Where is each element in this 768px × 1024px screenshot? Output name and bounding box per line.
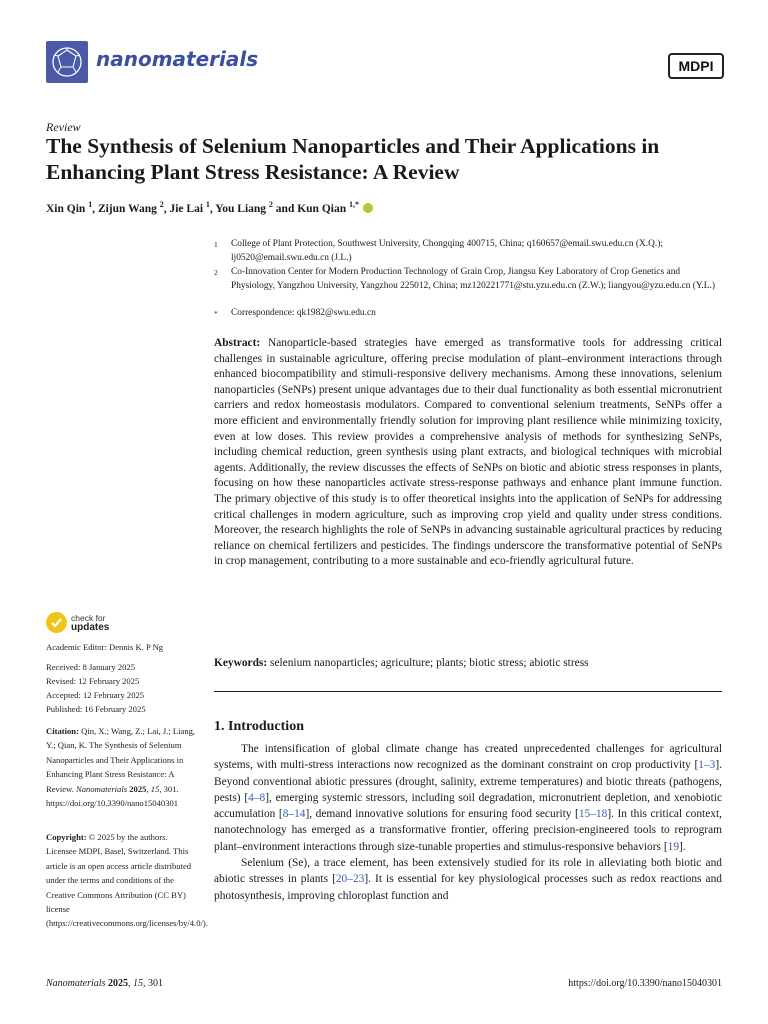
author-affil-mark: 1,* <box>349 200 359 209</box>
affiliation <box>214 307 724 321</box>
author-name: Kun Qian <box>297 202 347 215</box>
author-name: Xin Qin <box>46 202 86 215</box>
published-date: Published: 16 February 2025 <box>46 704 146 714</box>
author-affil-mark: 2 <box>159 200 164 209</box>
citation-link[interactable]: 1–3 <box>698 759 716 772</box>
affiliation <box>214 266 724 293</box>
article-title: The Synthesis of Selenium Nanoparticles and Their Applications in Enhancing Plant Stress Resistance: A Review <box>46 134 660 184</box>
affiliation <box>214 238 724 265</box>
paragraph <box>214 741 722 855</box>
abstract <box>214 336 722 570</box>
affiliation-text: Co-Innovation Center for Modern Production Technology of Grain Crop, Jiangsu Key Laboratory of Crop Genetics and Physiology, Yangzhou University, Yangzhou 225012, China; mz120221771@stu.yzu.edu.cn (Z.W.); liangyou@yzu.edu.cn (Y.L.) <box>231 267 715 291</box>
citation-link[interactable]: 4–8 <box>248 791 266 804</box>
footer-journal: Nanomaterials <box>46 978 106 989</box>
text-run: ]. Beyond conventional abiotic pressures (drought, salinity, extreme temperatures) and biotic threats (pathogens, pests) [ <box>214 759 722 804</box>
text-run: ]. In this critical context, nanotechnology has emerged as a transformative frontier, offering precision-engineered tools to reprogram plant–environment interactions through size-tunable properties and stimulus-responsive behaviors [ <box>214 808 722 853</box>
affiliation-number: * <box>214 309 218 318</box>
affiliation-number: 1 <box>214 240 218 249</box>
introduction-body <box>214 741 722 904</box>
text-run: ], emerging systemic stressors, including soil degradation, micronutrient depletion, and xenobiotic accumulation [ <box>214 791 722 821</box>
author-affil-mark: 2 <box>268 200 273 209</box>
footer-year: 2025 <box>107 978 128 989</box>
text-run: ], demand innovative solutions for ensuring food security [ <box>305 808 579 821</box>
citation-link[interactable]: 19 <box>667 840 680 853</box>
section-heading: 1. Introduction <box>214 719 304 734</box>
keywords-label: Keywords: <box>214 657 268 669</box>
journal-logo-icon <box>46 41 88 83</box>
footer-volume: 15 <box>132 978 143 989</box>
author-connector: and <box>275 202 295 215</box>
citation-link[interactable]: 8–14 <box>282 808 306 821</box>
article-type: Review <box>46 120 81 134</box>
paragraph <box>214 855 722 904</box>
copyright-label: Copyright: <box>46 832 87 842</box>
affiliation-number: 2 <box>214 268 218 277</box>
orcid-icon[interactable] <box>363 203 373 213</box>
citation-journal: Nanomaterials <box>76 783 128 794</box>
copyright-text: © 2025 by the authors. Licensee MDPI, Basel, Switzerland. This article is an open access article distributed under the terms and conditions of the Creative Commons Attribution (CC BY) license (https://creativecommons.org/licenses/by/4.0/). <box>46 832 208 929</box>
citation-link[interactable]: 20–23 <box>335 873 365 886</box>
academic-editor: Academic Editor: Dennis K. P Ng <box>46 642 164 652</box>
check-updates-line2: updates <box>71 622 110 633</box>
footer-citation: Nanomaterials 2025, 15, 301 <box>46 978 163 989</box>
check-updates-icon <box>46 612 67 633</box>
citation-link[interactable]: 15–18 <box>578 808 608 821</box>
text-run: ]. It is essential for key physiological processes such as redox reactions and photosynthesis, improving chloroplast function and <box>214 873 722 902</box>
citation-label: Citation: <box>46 726 79 736</box>
footer-article-no: , 301 <box>142 978 163 989</box>
affiliation-text: College of Plant Protection, Southwest University, Chongqing 400715, China; q160657@email.swu.edu.cn (X.Q.); lj0520@email.swu.edu.cn (J.L.) <box>231 239 663 263</box>
text-run: Selenium (Se), a trace element, has been extensively studied for its role in alleviating both biotic and abiotic stresses in plants [ <box>214 857 722 886</box>
journal-name[interactable]: nanomaterials <box>96 47 259 71</box>
citation-year: 2025 <box>129 783 147 794</box>
mdpi-logo[interactable]: MDPI <box>668 53 724 79</box>
citation-text: Qin, X.; Wang, Z.; Lai, J.; Liang, Y.; Qian, K. The Synthesis of Selenium Nanoparticles and Their Applications in Enhancing Plant Stress Resistance: A Review. <box>46 726 196 794</box>
footer-doi-link[interactable]: https://doi.org/10.3390/nano15040301 <box>568 978 722 989</box>
abstract-text: Nanoparticle-based strategies have emerged as transformative tools for addressing critical challenges in sustainable agriculture, offering precise modulation of plant–environment interactions through enhanced biocompatibility and stimuli-responsive delivery mechanisms. Among these innovations, selenium nanoparticles (SeNPs) present unique advantages due to their dual functionality as both essential micronutrient carriers and redox homeostasis modulators. Compared to conventional selenium treatments, SeNPs offer a more efficient and environmentally friendly solution for improving plant resilience while minimizing toxicity, even at low doses. This review provides a comprehensive analysis of methods for synthesizing SeNPs, including chemical reduction, green synthesis using plant extracts, and biological techniques with microbial agents. Additionally, the review discusses the effects of SeNPs on biotic and abiotic stress responses in plants, focusing on how these nanoparticles activate stress-response pathways and enhance plant immune function. The primary objective of this study is to offer theoretical insights into the application of SeNPs for addressing critical challenges in modern agriculture, such as improving crop yield and quality under stress conditions. Moreover, the research highlights the role of SeNPs in advancing sustainable agricultural practices by reducing reliance on chemical fertilizers and pesticides. The findings underscore the transformative potential of SeNPs in crop management, contributing to a more sustainable and eco-friendly agricultural future. <box>214 337 722 568</box>
citation-volume: 15 <box>150 783 160 794</box>
check-updates-line1: check for <box>71 613 106 623</box>
copyright <box>46 830 208 931</box>
text-run: The intensification of global climate change has created unprecedented challenges for agricultural systems, with multi-stress interactions now recognized as the dominant constraint on crop productivity [ <box>214 743 722 772</box>
received-date: Received: 8 January 2025 <box>46 662 136 672</box>
author-name: You Liang <box>215 202 267 215</box>
keywords-text: selenium nanoparticles; agriculture; plants; biotic stress; abiotic stress <box>270 657 589 669</box>
author-affil-mark: 1 <box>205 200 210 209</box>
text-run: ]. <box>679 840 686 853</box>
section-divider <box>214 691 722 692</box>
author-list: Xin Qin $^1$, Zijun Wang $^2$, Jie Lai $^1$, You Liang $^2$ and Kun Qian $^{1,*}$ <box>46 200 373 215</box>
author-name: Zijun Wang <box>97 202 157 215</box>
revised-date: Revised: 12 February 2025 <box>46 676 140 686</box>
citation: Citation: Qin, X.; Wang, Z.; Lai, J.; Liang, Y.; Qian, K. The Synthesis of Selenium Nanoparticles and Their Applications in Enhancing Plant Stress Resistance: A Review. Nanomaterials 2025, 15, 301. https://doi.org/10.3390/nano15040301 <box>46 726 196 809</box>
citation-rest[interactable]: , 301. https://doi.org/10.3390/nano15040301 <box>46 783 179 809</box>
author-affil-mark: 1 <box>88 200 93 209</box>
author-name: Jie Lai <box>169 202 204 215</box>
affiliation-text: Correspondence: qk1982@swu.edu.cn <box>231 308 376 318</box>
keywords <box>214 656 722 672</box>
accepted-date: Accepted: 12 February 2025 <box>46 690 145 700</box>
abstract-label: Abstract: <box>214 337 261 349</box>
